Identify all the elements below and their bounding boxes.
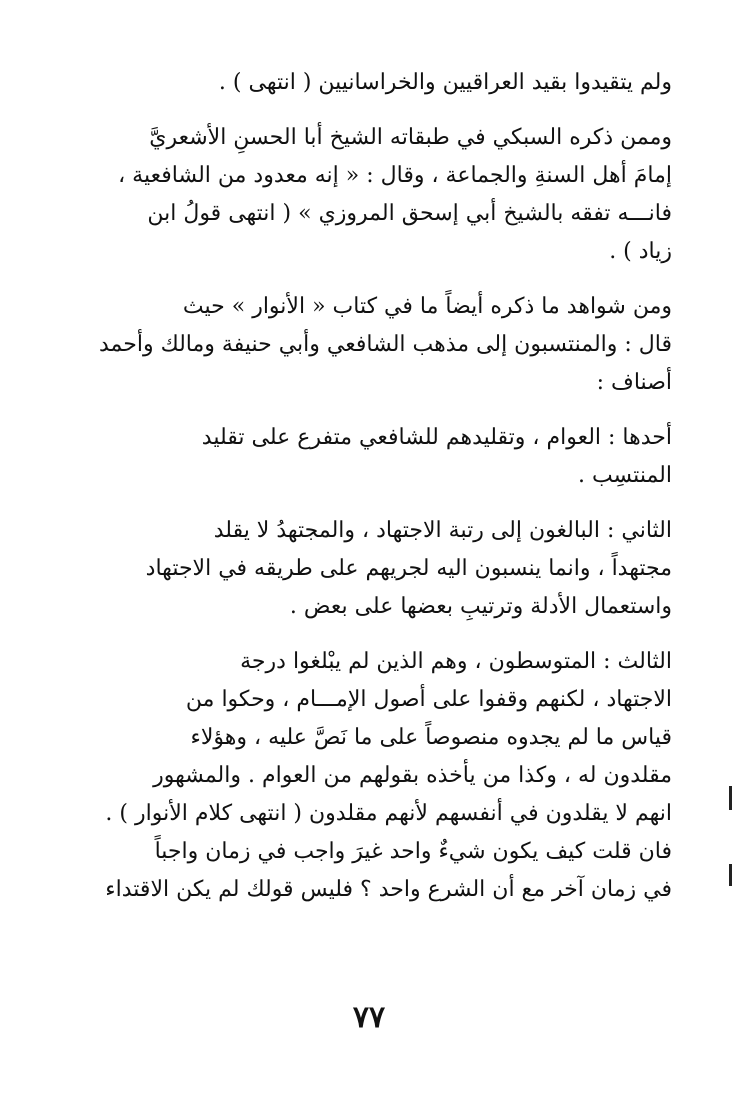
margin-mark [729, 864, 732, 886]
text-line: انهم لا يقلدون في أنفسهم لأنهم مقلدون ( انتهى كلام الأنوار ) . [105, 801, 672, 826]
paragraph [96, 64, 672, 102]
text-line: فان قلت كيف يكون شيءٌ واحد غيرَ واجب في زمان واجباً [154, 839, 672, 864]
text-line: إمامَ أهل السنةِ والجماعة ، وقال : « إنه معدود من الشافعية ، [118, 163, 672, 188]
paragraph [96, 512, 672, 626]
page-body [96, 64, 672, 909]
text-line: الاجتهاد ، لكنهم وقفوا على أصول الإمـــام ، وحكوا من [185, 687, 672, 712]
text-line: ولم يتقيدوا بقيد العراقيين والخراسانيين ( انتهى ) . [218, 70, 672, 95]
paragraph [96, 643, 672, 909]
text-line: الثالث : المتوسطون ، وهم الذين لم يبْلغوا درجة [240, 649, 672, 674]
text-line: فانـــه تفقه بالشيخ أبي إسحق المروزي » ( انتهى قولُ ابن [147, 201, 672, 226]
text-line: زياد ) . [609, 239, 672, 264]
text-line: قياس ما لم يجدوه منصوصاً على ما نَصَّ عليه ، وهؤلاء [190, 725, 672, 750]
text-line: الثاني : البالغون إلى رتبة الاجتهاد ، والمجتهدُ لا يقلد [213, 518, 672, 543]
text-line: أصناف : [596, 370, 672, 395]
text-line: قال : والمنتسبون إلى مذهب الشافعي وأبي حنيفة ومالك وأحمد [98, 332, 672, 357]
paragraph [96, 419, 672, 495]
margin-mark [729, 786, 732, 810]
text-line: المنتسِب . [577, 463, 672, 488]
text-line: وممن ذكره السبكي في طبقاته الشيخ أبا الحسنِ الأشعريَّ [149, 125, 672, 150]
text-line: ومن شواهد ما ذكره أيضاً ما في كتاب « الأنوار » حيث [182, 294, 672, 319]
text-line: واستعمال الأدلة وترتيبِ بعضها على بعض . [289, 594, 672, 619]
page-number: ٧٧ [352, 1000, 386, 1035]
text-line: في زمان آخر مع أن الشرع واحد ؟ فليس قولك لم يكن الاقتداء [105, 877, 672, 902]
text-line: مجتهداً ، وانما ينسبون اليه لجريهم على طريقه في الاجتهاد [145, 556, 672, 581]
paragraph [96, 119, 672, 271]
text-line: مقلدون له ، وكذا من يأخذه بقولهم من العوام . والمشهور [153, 763, 672, 788]
paragraph [96, 288, 672, 402]
text-line: أحدها : العوام ، وتقليدهم للشافعي متفرع على تقليد [201, 425, 672, 450]
